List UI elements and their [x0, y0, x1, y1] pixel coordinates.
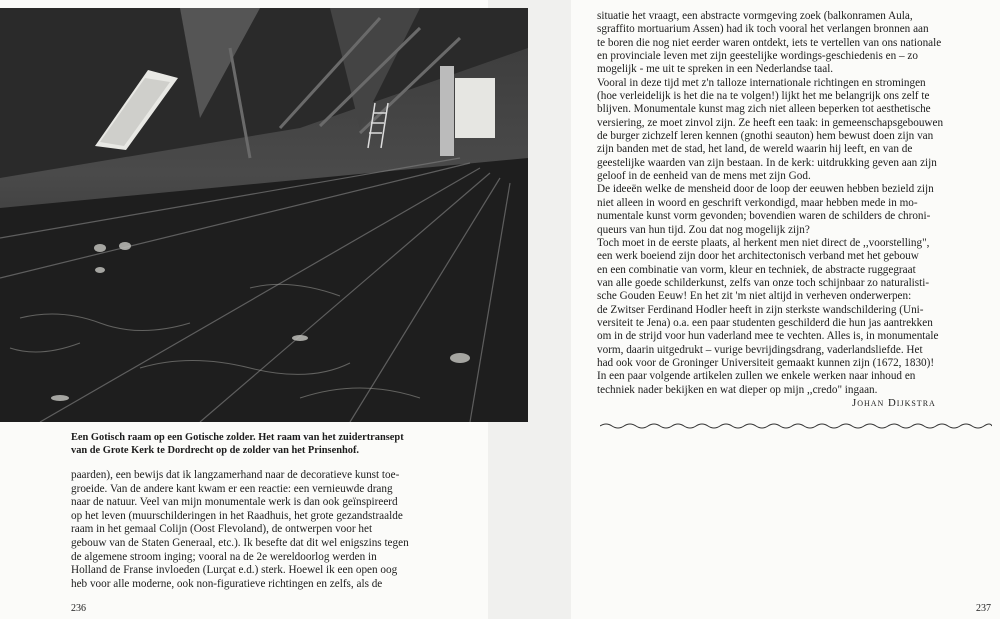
- text-line: situatie het vraagt, een abstracte vormgeving zoek (balkonramen Aula,: [597, 10, 913, 22]
- caption-line: Een Gotisch raam op een Gotische zolder. Het raam van het zuidertransept: [71, 432, 404, 443]
- text-line: mogelijk - me uit te spreken in een Nederlandse taal.: [597, 63, 834, 76]
- text-line: Vooral in deze tijd met z'n talloze internationale richtingen en stromingen: [597, 76, 926, 89]
- attic-photograph: [0, 8, 528, 422]
- text-line: een werk boeiend zijn door het architectonisch verband met het gebouw: [597, 250, 919, 263]
- text-line: In een paar volgende artikelen zullen we enkele werken naar inhoud en: [597, 370, 916, 383]
- text-line: sche Gouden Eeuw! En het zit 'm niet altijd in verheven onderwerpen:: [597, 290, 912, 303]
- text-line: versiteit te Jena) o.a. een paar studenten geschilderd die hun jas aantrekken: [597, 316, 933, 329]
- text-line: de algemene stroom inging; vooral na de 2e wereldoorlog werden in: [71, 550, 377, 563]
- text-line: de Zwitser Ferdinand Hodler heeft in zijn sterkste wandschildering (Uni-: [597, 303, 924, 316]
- right-body-text: [597, 10, 990, 397]
- text-line: had ook voor de Groninger Universiteit gemaakt kunnen zijn (1672, 1830)!: [597, 356, 935, 369]
- text-line: heb voor alle moderne, ook non-figuratieve richtingen en zelfs, als de: [71, 577, 383, 590]
- photo-caption: [71, 431, 476, 457]
- text-line: en een combinatie van vorm, kleur en techniek, de abstracte ruggegraat: [597, 263, 916, 276]
- text-line: sgraffito mortuarium Assen) had ik toch vooral het verlangen bronnen aan: [597, 23, 929, 36]
- text-line: paarden), een bewijs dat ik langzamerhand naar de decoratieve kunst toe-: [71, 469, 400, 481]
- text-line: de burger zichzelf leren kennen (gnothi seauton) hem bewust doen zijn van: [597, 130, 934, 143]
- author-signature: Johan Dijkstra: [852, 397, 936, 409]
- text-line: op het leven (muurschilderingen in het Raadhuis, het grote gezandstraalde: [71, 509, 403, 522]
- text-line: te boren die nog niet eerder waren ontdekt, iets te vertellen van ons nationale: [597, 36, 942, 49]
- page-number-left: 236: [71, 603, 86, 614]
- page-number-right: 237: [976, 603, 991, 614]
- text-line: gebouw van de Staten Generaal, etc.). Ik besefte dat dit wel enigszins tegen: [71, 536, 409, 549]
- text-line: zijn banden met de stad, het land, de wereld waarin hij leeft, en van de: [597, 143, 913, 156]
- text-line: en provinciale leven met zijn geestelijke wordings-geschiedenis en – zo: [597, 50, 918, 63]
- text-line: versiering, ze moet zinvol zijn. Ze heeft een taak: in gemeenschapsgebouwen: [597, 116, 944, 129]
- text-line: vorm, daarin uitgedrukt – vurige bevrijdingsdrang, vaderlandsliefde. Het: [597, 343, 923, 356]
- text-line: techniek nader bekijken en wat dieper op mijn ,,credo" ingaan.: [597, 383, 878, 396]
- left-body-text: [71, 469, 466, 591]
- text-line: De ideeën welke de mensheid door de loop der eeuwen hebben bezield zijn: [597, 183, 934, 196]
- wavy-separator: [600, 420, 992, 432]
- text-line: geestelijke waarden van zijn bestaan. In de kerk: uitdrukking geven aan zijn: [597, 156, 937, 169]
- text-line: queurs van hun tijd. Zou dat nog mogelijk zijn?: [597, 223, 810, 236]
- text-line: naar de natuur. Veel van mijn monumentale werk is dan ook geïnspireerd: [71, 496, 398, 509]
- text-line: numentale kunst vorm gevonden; bovendien waren de schilders de chroni-: [597, 210, 931, 223]
- text-line: groeide. Van de andere kant kwam er een reactie: een vernieuwde drang: [71, 482, 393, 495]
- text-line: van alle goede schilderkunst, zelfs van onze toch schijnbaar zo naturalisti-: [597, 276, 930, 289]
- text-line: geloof in de eenheid van de mens met zijn God.: [597, 170, 811, 183]
- text-line: Holland de Franse invloeden (Lurçat e.d.) sterk. Hoewel ik een open oog: [71, 564, 398, 577]
- text-line: om in de strijd voor hun vaderland mee te vechten. Alles is, in monumentale: [597, 330, 939, 343]
- text-line: niet alleen in woord en geschrift verkondigd, maar hebben mede in mo-: [597, 196, 918, 209]
- text-line: blijven. Monumentale kunst mag zich niet alleen beperken tot aesthetische: [597, 103, 931, 116]
- text-line: (hoe verleidelijk is het die na te volgen!) lijkt het me belangrijk ons zelf te: [597, 90, 930, 103]
- caption-line: van de Grote Kerk te Dordrecht op de zolder van het Prinsenhof.: [71, 445, 360, 456]
- text-line: Toch moet in de eerste plaats, al herkent men niet direct de ,,voorstelling",: [597, 236, 930, 249]
- text-line: raam in het gemaal Colijn (Oost Flevoland), de ontwerpen voor het: [71, 523, 373, 536]
